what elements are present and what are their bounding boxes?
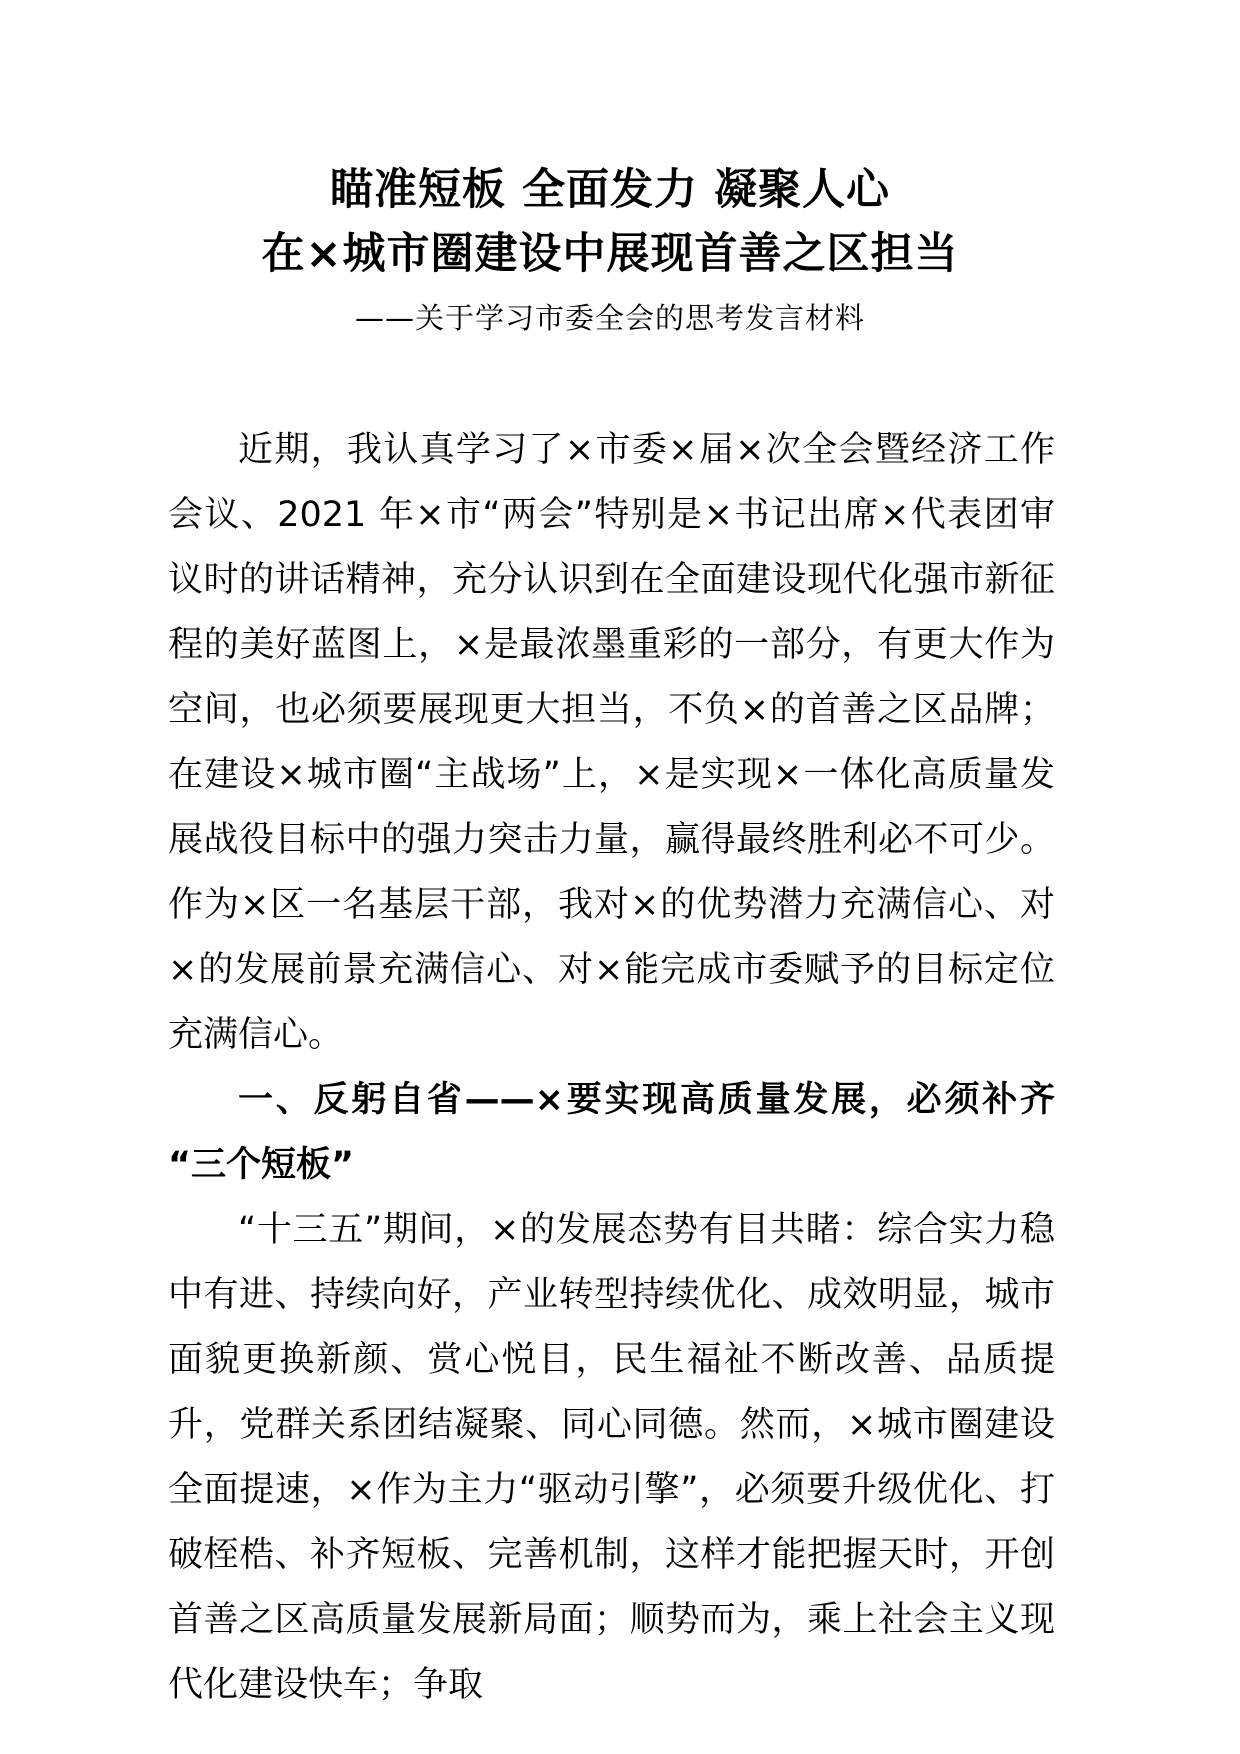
section-heading-1: 一、反躬自省——×要实现高质量发展，必须补齐“三个短板” bbox=[168, 1080, 1055, 1185]
document-title-line-1: 瞄准短板 全面发力 凝聚人心 bbox=[330, 165, 890, 215]
paragraph-section-1-body: “十三五”期间，×的发展态势有目共睹：综合实力稳中有进、持续向好，产业转型持续优化、成效明显，城市面貌更换新颜、赏心悦目，民生福祉不断改善、品质提升，党群关系团结凝聚、同心同德。然而，×城市圈建设全面提速，×作为主力“驱动引擎”，必须要升级优化、打破桎梏、补齐短板、完善机制，这样才能把握天时，开创首善之区高质量发展新局面；顺势而为，乘上社会主义现代化建设快车；争取 bbox=[168, 1210, 1055, 1705]
document-subtitle: ——关于学习市委全会的思考发言材料 bbox=[354, 301, 865, 335]
paragraph-intro: 近期，我认真学习了×市委×届×次全会暨经济工作会议、2021 年×市“两会”特别是×书记出席×代表团审议时的讲话精神，充分认识到在全面建设现代化强市新征程的美好蓝图上，×是最浓墨重彩的一部分，有更大作为空间，也必须要展现更大担当，不负×的首善之区品牌；在建设×城市圈“主战场”上，×是实现×一体化高质量发展战役目标中的强力突击力量，赢得最终胜利必不可少。作为×区一名基层干部，我对×的优势潜力充满信心、对×的发展前景充满信心、对×能完成市委赋予的目标定位充满信心。 bbox=[168, 430, 1055, 1055]
document-body bbox=[168, 418, 1055, 1718]
document-title-block bbox=[150, 158, 1070, 350]
document-title-line-2: 在×城市圈建设中展现首善之区担当 bbox=[261, 229, 959, 279]
